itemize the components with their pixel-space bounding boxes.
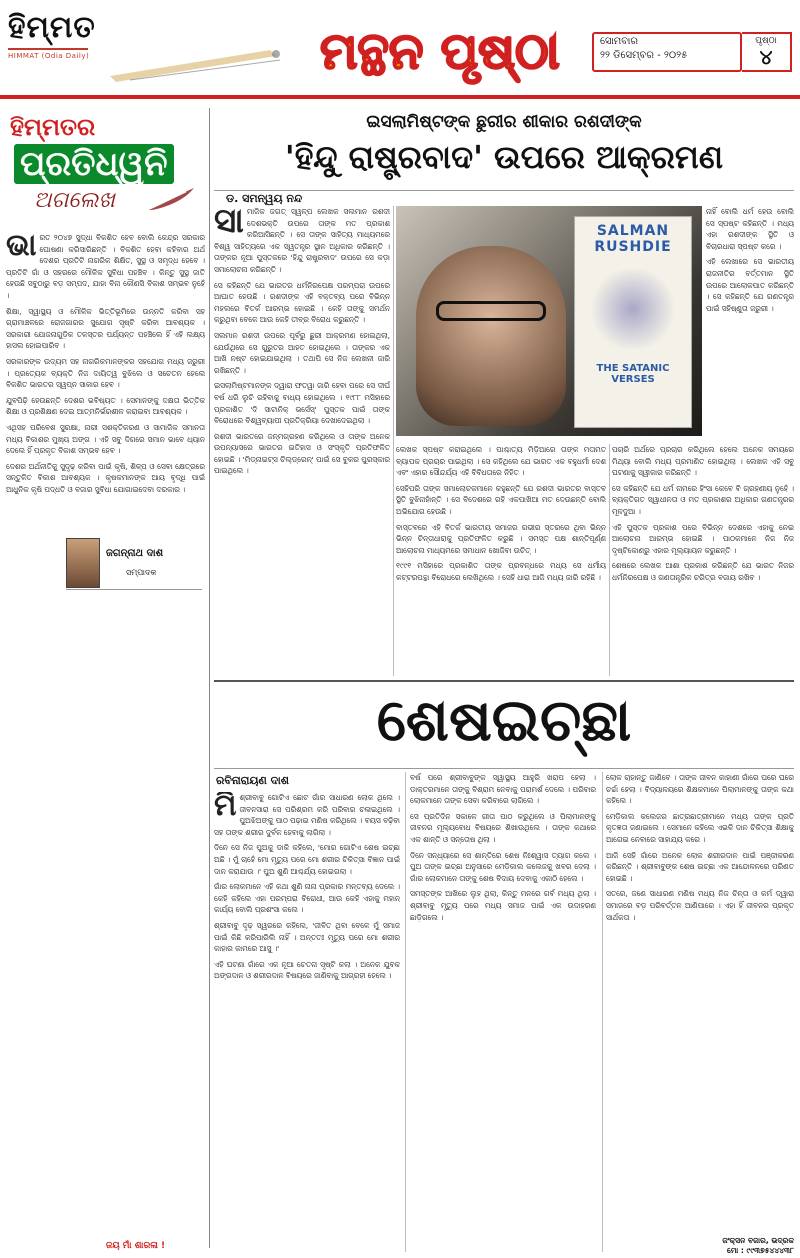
logo-underline — [8, 48, 88, 50]
column-divider — [209, 108, 210, 1248]
date-box — [592, 32, 742, 72]
book-cover-art — [588, 269, 678, 349]
dropcap: ଭା — [6, 232, 37, 263]
column-divider — [602, 772, 603, 1252]
story-column-3 — [606, 772, 794, 1234]
paragraph: ଆଜି ସେହି ଗାଁରେ ଅନେକ ଲୋକ ଶରୀରଦାନ ପାଇଁ ପଞ୍ଜୀକରଣ କରିଛନ୍ତି । ଶ୍ରୀବାବୁଙ୍କ ଶେଷ ଇଚ୍ଛା ଏକ ଆନ୍ଦୋଳନରେ ପରିଣତ ହୋଇଛି । — [606, 850, 794, 883]
main-area — [214, 108, 794, 1253]
paragraph: ସରକାରଙ୍କ ଉଦ୍ୟମ ସହ ନାଗରିକମାନଙ୍କର ସହଯୋଗ ମଧ୍ୟ ଜରୁରୀ । ପ୍ରତ୍ୟେକ ବ୍ୟକ୍ତି ନିଜ ଦାୟିତ୍ୱ ବୁଝିଲେ ଓ ସଚେତନ ହେଲେ ବିକଶିତ ଭାରତର ସ୍ୱପ୍ନ ସାକାର ହେବ । — [6, 356, 205, 390]
article-column-side — [706, 206, 794, 436]
article-kicker: ଇସଲାମିଷ୍ଟଙ୍କ ଛୁରୀର ଶୀକାର ରଶଦୀଙ୍କ — [366, 112, 642, 132]
paragraph: ମେଡ଼ିକାଲ କଲେଜର ଛାତ୍ରଛାତ୍ରୀମାନେ ମଧ୍ୟ ତାଙ୍କ ପ୍ରତି କୃତଜ୍ଞତା ଜଣାଇଲେ । ସେମାନେ କହିଲେ ଏଭଳି ଦାନ ଚିକିତ୍ସା ଶିକ୍ଷାକୁ ଆଗେଇ ନେବାରେ ସାହାଯ୍ୟ କରେ । — [606, 811, 794, 844]
pen-ink-icon — [100, 40, 290, 86]
story-divider — [214, 768, 794, 769]
story-column-2 — [410, 772, 596, 1252]
editorial-column — [6, 108, 205, 1253]
column-divider — [405, 772, 406, 1252]
paragraph: ଲେଖକ ସ୍ପଷ୍ଟ କରାଇଥିଲେ । ପାଶ୍ଚାତ୍ୟ ମିଡ଼ିଆରେ ତାଙ୍କ ମତାମତ ବ୍ୟାପକ ପ୍ରଚାର ପାଇଥିଲା । ସେ କହିଥିଲେ ଯେ ଭାରତ ଏକ ବହୁଧର୍ମୀ ଦେଶ ଏବଂ ଏହାର ସୌନ୍ଦର୍ଯ୍ୟ ଏହି ବିବିଧତାରେ ନିହିତ । — [396, 445, 606, 478]
paragraph: ୧୯୯୧ ମସିହାରେ ପ୍ରକାଶିତ ତାଙ୍କ ପ୍ରବନ୍ଧରେ ମଧ୍ୟ ସେ ଧର୍ମୀୟ କଟ୍ଟରପନ୍ଥା ବିରୋଧରେ ଲେଖିଥିଲେ । ସେହି ଧାରା ଆଜି ମଧ୍ୟ ଜାରି ରହିଛି । — [396, 561, 606, 582]
paragraph: ଶ୍ରୀବାବୁ ଦୃଢ଼ ସ୍ୱରରେ କହିଲେ, 'ଜୀବିତ ଥିବା ବେଳେ ମୁଁ ସମାଜ ପାଇଁ କିଛି କରିପାରିଲି ନାହିଁ । ଅନ୍ତତଃ ମୃତ୍ୟୁ ପରେ ମୋ ଶରୀର କାହାର କାମରେ ଆସୁ ।' — [214, 920, 400, 954]
masthead-divider — [0, 95, 800, 99]
section-divider — [214, 680, 794, 682]
paragraph: ସେ ପ୍ରତିଦିନ ସକାଳେ ଗୀତା ପାଠ କରୁଥିଲେ ଓ ପିଲାମାନଙ୍କୁ ଜୀବନର ମୂଲ୍ୟବୋଧ ବିଷୟରେ ଶିଖାଉଥିଲେ । ତାଙ୍କ କଥାରେ ଏକ ଶାନ୍ତି ଓ ସନ୍ତୋଷ ଥିଲା । — [410, 811, 596, 844]
article-column-1 — [214, 206, 390, 676]
author-role: ସମ୍ପାଦକ — [126, 568, 157, 577]
paragraph: ଇସଲାମିଷ୍ଟମାନଙ୍କ ଦ୍ୱାରା ଫତୱା ଜାରି ହେବା ପରେ ସେ ଦୀର୍ଘ ବର୍ଷ ଧରି ଲୁଚି ରହିବାକୁ ବାଧ୍ୟ ହୋଇଥିଲେ । ୧୯୮୮ ମସିହାରେ ପ୍ରକାଶିତ 'ଦି ସାଟାନିକ୍ ଭର୍ସେସ୍' ପୁସ୍ତକ ପାଇଁ ତାଙ୍କ ବିରୋଧରେ ବିଶ୍ୱବ୍ୟାପୀ ପ୍ରତିକ୍ରିୟା ଦେଖାଦେଇଥିଲା । — [214, 381, 390, 426]
story-signature — [684, 1236, 794, 1256]
article-column-2 — [396, 444, 606, 676]
paragraph: ସତରେ, ଜଣେ ସାଧାରଣ ମଣିଷ ମଧ୍ୟ ନିଜ ଚିନ୍ତା ଓ କର୍ମ ଦ୍ୱାରା ସମାଜରେ ବଡ଼ ପରିବର୍ତ୍ତନ ଆଣିପାରେ । ଏହା ହିଁ ଜୀବନର ପ୍ରକୃତ ସାର୍ଥକତା । — [606, 889, 794, 922]
paragraph: ଶିକ୍ଷା, ସ୍ୱାସ୍ଥ୍ୟ ଓ ମୌଳିକ ଭିତ୍ତିଭୂମିରେ ଉନ୍ନତି କରିବା ସହ ଗ୍ରାମାଞ୍ଚଳରେ ରୋଜଗାରର ସୁଯୋଗ ସୃଷ୍ଟି କରିବା ଆବଶ୍ୟକ । ସରକାରୀ ଯୋଜନାଗୁଡ଼ିକ ତଳସ୍ତର ପର୍ଯ୍ୟନ୍ତ ପହଞ୍ଚିଲେ ହିଁ ଏହି ଲକ୍ଷ୍ୟ ହାସଲ ହୋଇପାରିବ । — [6, 306, 205, 351]
dropcap: ମି — [214, 792, 237, 823]
logo-text: ହିମ୍ମତ — [8, 10, 96, 45]
paragraph: ଦିନେ ସେ ନିଜ ପୁଅକୁ ଡାକି କହିଲେ, 'ମୋର ଗୋଟିଏ ଶେଷ ଇଚ୍ଛା ଅଛି । ମୁଁ ଚାହେଁ ମୋ ମୃତ୍ୟୁ ପରେ ମୋ ଶରୀର ଚିକିତ୍ସା ବିଜ୍ଞାନ ପାଇଁ ଦାନ କରାଯାଉ ।' ପୁଅ ଶୁଣି ଆଶ୍ଚର୍ଯ୍ୟ ହୋଇଗଲା । — [214, 843, 400, 876]
paragraph: ମାଜିକ ଜଗତ୍‌ ସ୍ୱଳ୍ପ ଲେଖକ ସଲମାନ ରଶଦୀ ଦେଶଭକ୍ତି ଉପରେ ତାଙ୍କ ମତ ପ୍ରକାଶ କରିଆସିଛନ୍ତି । ସେ ତାଙ୍କ ସାହିତ୍ୟ ମାଧ୍ୟମରେ ବିଶ୍ୱ ସାହିତ୍ୟରେ ଏକ ସ୍ୱତନ୍ତ୍ର ସ୍ଥାନ ଅଧିକାର କରିଛନ୍ତି । ତାଙ୍କର ନୂଆ ପୁସ୍ତକରେ 'ହିନ୍ଦୁ ରାଷ୍ଟ୍ରବାଦ' ଉପରେ ସେ କଡ଼ା ସମାଲୋଚନା କରିଛନ୍ତି । — [214, 207, 390, 274]
editorial-body — [6, 232, 205, 1242]
paragraph: ଏହି ଘଟଣା ଗାଁରେ ଏକ ନୂଆ ଚେତନା ସୃଷ୍ଟି କଲା । ଅନେକ ଯୁବକ ଅଙ୍ଗଦାନ ଓ ଶରୀରଦାନ ବିଷୟରେ ଜାଣିବାକୁ ଆଗ୍ରହୀ ହେଲେ । — [214, 959, 400, 981]
story-byline: ରବିନାରାୟଣ ଦାଶ — [216, 774, 289, 787]
paragraph: ଶେଷରେ ଲେଖକ ଆଶା ପ୍ରକାଶ କରିଛନ୍ତି ଯେ ଭାରତ ନିଜର ଧର୍ମନିରପେକ୍ଷ ଓ ଗଣତାନ୍ତ୍ରିକ ଚରିତ୍ର ବଜାୟ ରଖିବ । — [612, 561, 794, 582]
paragraph: ରତ ୨୦୪୭ ସୁଦ୍ଧା ବିକଶିତ ହେବ ବୋଲି କେନ୍ଦ୍ର ସରକାର ଘୋଷଣା କରିସାରିଛନ୍ତି । ବିକଶିତ ହେବା କହିବାର ଅର୍ଥ ଦେଶର ପ୍ରତିଟି ନାଗରିକ ଶିକ୍ଷିତ, ସୁସ୍ଥ ଓ ସମୃଦ୍ଧ ହେବେ । ପ୍ରତିଟି ଗାଁ ଓ ସହରରେ ମୌଳିକ ସୁବିଧା ପହଞ୍ଚିବ । କିନ୍ତୁ ସୁସ୍ଥ ଜାତି ହେଉଛି ସବୁଠାରୁ ବଡ଼ ସମ୍ପଦ, ଯାହା ବିନା କୌଣସି ବିକାଶ ସମ୍ଭବ ନୁହେଁ । — [6, 233, 205, 300]
badge-line-1: ହିମ୍ମତର — [10, 112, 96, 141]
article-column-3 — [612, 444, 794, 676]
paragraph: ଗାଁର ଲୋକମାନେ ଏହି କଥା ଶୁଣି ନାନା ପ୍ରକାର ମନ୍ତବ୍ୟ ଦେଲେ । କେହି କହିଲେ ଏହା ପରମ୍ପରା ବିରୋଧୀ, ଆଉ କେହି ଏହାକୁ ମହାନ୍ କାର୍ଯ୍ୟ ବୋଲି ପ୍ରଶଂସା କଲେ । — [214, 882, 400, 915]
paragraph: ବାସ୍ତବରେ ଏହି ବିତର୍କ ଭାରତୀୟ ସମାଜର ଗଭୀର ସ୍ତରରେ ଥିବା ଭିନ୍ନ ଭିନ୍ନ ଚିନ୍ତାଧାରାକୁ ପ୍ରତିଫଳିତ କରୁଛି । ସମସ୍ତ ପକ୍ଷ ଶାନ୍ତିପୂର୍ଣ୍ଣ ଆଲୋଚନା ମାଧ୍ୟମରେ ସମାଧାନ ଖୋଜିବା ଉଚିତ୍ । — [396, 522, 606, 555]
paragraph: ସମସ୍ତଙ୍କ ଆଖିରେ ଲୁହ ଥିଲା, କିନ୍ତୁ ମନରେ ଗର୍ବ ମଧ୍ୟ ଥିଲା । ଶ୍ରୀବାବୁ ମୃତ୍ୟୁ ପରେ ମଧ୍ୟ ସମାଜ ପାଇଁ ଏକ ଉଦାହରଣ ଛାଡ଼ିଗଲେ । — [410, 889, 596, 922]
issue-date: ୨୨ ଡିସେମ୍ବର - ୨୦୨୫ — [600, 50, 688, 61]
book-author-last: RUSHDIE — [594, 239, 672, 255]
byline-divider — [214, 190, 794, 191]
section-title: ମନ୍ଥନ ପୃଷ୍ଠା — [320, 21, 560, 80]
dropcap: ସା — [214, 206, 244, 241]
book-author-first: SALMAN — [596, 223, 670, 239]
paragraph: ରଶଦୀ ଭାରତରେ ଜନ୍ମଗ୍ରହଣ କରିଥିଲେ ଓ ତାଙ୍କ ଅନେକ ଉପନ୍ୟାସରେ ଭାରତର ଇତିହାସ ଓ ସଂସ୍କୃତି ପ୍ରତିଫଳିତ ହୋଇଛି । 'ମିଡ୍‌ନାଇଟ୍ସ ଚିଲ୍‌ଡ୍ରେନ୍' ପାଇଁ ସେ ବୁକର ପୁରସ୍କାର ପାଇଥିଲେ । — [214, 431, 390, 476]
paragraph: ଲୋକ ଚାହାନ୍ତୁ ଜାଣିବେ । ତାଙ୍କ ଜୀବନ କାହାଣୀ ଗାଁରେ ଘରେ ଘରେ ଚର୍ଚ୍ଚା ହେଲା । ବିଦ୍ୟାଳୟରେ ଶିକ୍ଷକମାନେ ପିଲାମାନଙ୍କୁ ତାଙ୍କ କଥା କହିଲେ । — [606, 773, 794, 806]
page-label: ପୃଷ୍ଠା — [755, 36, 777, 46]
book-title: THE SATANIC VERSES — [596, 363, 670, 385]
badge-line-2: ପ୍ରତିଧ୍ୱନି — [14, 144, 174, 184]
article-headline: 'ହିନ୍ଦୁ ରାଷ୍ଟ୍ରବାଦ' ଉପରେ ଆକ୍ରମଣ — [284, 138, 724, 176]
book-cover — [574, 216, 692, 428]
paragraph: ସେହିପରି ତାଙ୍କ ସମାଲୋଚକମାନେ କହୁଛନ୍ତି ଯେ ରଶଦୀ ଭାରତର ବାସ୍ତବ ସ୍ଥିତି ବୁଝିନାହାଁନ୍ତି । ସେ ବିଦେଶରେ ରହି ଏକପାଖିଆ ମତ ଦେଉଛନ୍ତି ବୋଲି ଅଭିଯୋଗ ହେଉଛି । — [396, 483, 606, 516]
paragraph: ଯୁବପିଢ଼ି ହେଉଛନ୍ତି ଦେଶର ଭବିଷ୍ୟତ । ସେମାନଙ୍କୁ ଦକ୍ଷତା ଭିତ୍ତିକ ଶିକ୍ଷା ଓ ପ୍ରଶିକ୍ଷଣ ଦେଇ ଆତ୍ମନିର୍ଭରଶୀଳ କରାଇବା ଆବଶ୍ୟକ । — [6, 395, 205, 417]
paragraph: ଦେଶର ଅର୍ଥନୀତିକୁ ସୁଦୃଢ଼ କରିବା ପାଇଁ କୃଷି, ଶିଳ୍ପ ଓ ସେବା କ୍ଷେତ୍ରରେ ସନ୍ତୁଳିତ ବିକାଶ ଆବଶ୍ୟକ । କୃଷକମାନଙ୍କ ଆୟ ବୃଦ୍ଧି ପାଇଁ ଆଧୁନିକ କୃଷି ପଦ୍ଧତି ଓ ବଜାର ସୁବିଧା ଯୋଗାଇଦେବା ଦରକାର । — [6, 461, 205, 494]
story-headline: ଶେଷଇଚ୍ଛା — [376, 686, 632, 754]
author-card — [66, 538, 202, 590]
paragraph: ବର୍ଷ ପରେ ଶ୍ରୀବାବୁଙ୍କ ସ୍ୱାସ୍ଥ୍ୟ ଆହୁରି ଖରାପ ହେଲା । ଡାକ୍ତରମାନେ ତାଙ୍କୁ ବିଶ୍ରାମ ନେବାକୁ ପରାମର୍ଶ ଦେଲେ । ପରିବାର ଲୋକମାନେ ତାଙ୍କ ସେବା କରିବାରେ ଲାଗିଲେ । — [410, 773, 596, 806]
column-badge — [6, 108, 205, 226]
article-byline: ଡ. ସମନ୍ୱୟ ନନ୍ଦ — [226, 192, 303, 205]
story-column-1 — [214, 792, 400, 1252]
paragraph: ଏହି ଲେଖାରେ ସେ ଭାରତୀୟ ରାଜନୀତିର ବର୍ତ୍ତମାନ ସ୍ଥିତି ଉପରେ ଆଲୋକପାତ କରିଛନ୍ତି । ସେ କହିଛନ୍ତି ଯେ ଗଣତନ୍ତ୍ର ପାଇଁ ସହିଷ୍ଣୁତା ଜରୁରୀ । — [706, 257, 794, 313]
paragraph: ଏହି ପୁସ୍ତକ ପ୍ରକାଶ ପରେ ବିଭିନ୍ନ ଦେଶରେ ଏହାକୁ ନେଇ ଆଲୋଚନା ଆରମ୍ଭ ହୋଇଛି । ପାଠକମାନେ ନିଜ ନିଜ ଦୃଷ୍ଟିକୋଣରୁ ଏହାର ମୂଲ୍ୟାୟନ କରୁଛନ୍ତି । — [612, 522, 794, 555]
weekday: ସୋମବାର — [600, 36, 638, 47]
column-divider — [609, 444, 610, 676]
paragraph: ନାହିଁ ବୋଲି ଧର୍ମ ହେଉ ବୋଲି ସେ ସ୍ପଷ୍ଟ କହିଛନ୍ତି । ମଧ୍ୟ ଏହା ରଶଦୀଙ୍କ ସ୍ଥିତି ଓ ବିଚାରଧାରା ସ୍ପଷ୍ଟ କରେ । — [706, 207, 794, 251]
logo-subtitle: HIMMAT (Odia Daily) — [8, 52, 90, 60]
closing-line: ଜୟ ମାଁ ଶାରଳା ! — [106, 1241, 166, 1251]
paragraph: ପଚାରି ଅର୍ଥରେ ପ୍ରଚାର କରିଥିଲେ ହେଲେ ଅନେକ ସମୟରେ ମିଥ୍ୟା ବୋଲି ମଧ୍ୟ ପ୍ରମାଣିତ ହୋଇଥିଲା । ଲେଖକ ଏହି ସବୁ ଘଟଣାକୁ ସ୍ୱୀକାର କରିଛନ୍ତି । — [612, 445, 794, 478]
feather-icon — [146, 186, 196, 212]
page-number-box — [742, 32, 792, 72]
portrait — [416, 246, 566, 426]
paragraph: ସେ କହିଛନ୍ତି ଯେ ଧର୍ମ ନାମରେ ହିଂସା କେବେ ବି ଗ୍ରହଣୀୟ ନୁହେଁ । ବ୍ୟକ୍ତିଗତ ସ୍ୱାଧୀନତା ଓ ମତ ପ୍ରକାଶର ଅଧିକାର ଗଣତନ୍ତ୍ରର ମୂଳଦୁଆ । — [612, 483, 794, 516]
paragraph: ଏଥିସହ ପରିବେଶ ସୁରକ୍ଷା, ନାରୀ ସଶକ୍ତିକରଣ ଓ ସାମାଜିକ ସମାନତା ମଧ୍ୟ ବିକାଶର ମୁଖ୍ୟ ଅଙ୍ଗ । ଏହି ସବୁ ଦିଗରେ ସମାନ ଭାବେ ଧ୍ୟାନ ଦେଲେ ହିଁ ପ୍ରକୃତ ବିକାଶ ସମ୍ଭବ ହେବ । — [6, 422, 205, 456]
column-divider — [393, 206, 394, 676]
paragraph: ସଲମାନ ରଶଦୀ ଉପରେ ପୂର୍ବରୁ ଛୁରୀ ଆକ୍ରମଣ ହୋଇଥିଲା, ଯେଉଁଥିରେ ସେ ଗୁରୁତର ଆହତ ହୋଇଥିଲେ । ତାଙ୍କର ଏକ ଆଖି ନଷ୍ଟ ହୋଇଯାଇଥିଲା । ତଥାପି ସେ ନିଜ ଲେଖନୀ ଜାରି ରଖିଛନ୍ତି । — [214, 330, 390, 375]
article-photo — [396, 206, 702, 436]
signature-address: ଜଂକ୍ସନ ବଜାର, ଭଦ୍ରକ — [722, 1236, 794, 1245]
author-name: ଜଗନ୍ନାଥ ଦାଶ — [106, 548, 164, 559]
page-number: ୪ — [759, 45, 773, 69]
paragraph: ସେ କହିଛନ୍ତି ଯେ ଭାରତର ଧର୍ମନିରପେକ୍ଷ ପରମ୍ପରା ଉପରେ ଆଘାତ ହେଉଛି । ରଶଦୀଙ୍କ ଏହି ବକ୍ତବ୍ୟ ପରେ ବିଭିନ୍ନ ମହଲରେ ବିତର୍କ ଆରମ୍ଭ ହୋଇଛି । କେହି ତାଙ୍କୁ ସମର୍ଥନ କରୁଥିବା ବେଳେ ଆଉ କେହି ତୀବ୍ର ବିରୋଧ କରୁଛନ୍ତି । — [214, 280, 390, 325]
author-photo — [66, 538, 100, 588]
signature-phone: ମୋ : ୯୯୩୭୫୪୪୪୩୮ — [727, 1246, 794, 1255]
paragraph: ଦିନେ ସନ୍ଧ୍ୟାରେ ସେ ଶାନ୍ତିରେ ଶେଷ ନିଃଶ୍ୱାସ ତ୍ୟାଗ କଲେ । ପୁଅ ତାଙ୍କ ଇଚ୍ଛା ଅନୁସାରେ ମେଡ଼ିକାଲ କଲେଜକୁ ଖବର ଦେଲା । ଗାଁର ଲୋକମାନେ ତାଙ୍କୁ ଶେଷ ବିଦାୟ ଦେବାକୁ ଏକାଠି ହେଲେ । — [410, 850, 596, 883]
paragraph: ଶ୍ରୀବାବୁ ଗୋଟିଏ ଛୋଟ ଗାଁର ସାଧାରଣ ଲୋକ ଥିଲେ । ଜୀବନସାରା ସେ ପରିଶ୍ରମ କରି ପରିବାର ଚଳାଇଥିଲେ । ପୁଅଝିଅଙ୍କୁ ପାଠ ପଢ଼ାଇ ମଣିଷ କରିଥିଲେ । ବୟସ ବଢ଼ିବା ସହ ତାଙ୍କ ଶରୀର ଦୁର୍ବଳ ହେବାକୁ ଲାଗିଲା । — [214, 793, 400, 837]
newspaper-logo — [8, 10, 98, 88]
glasses-shape — [436, 301, 546, 321]
masthead — [0, 0, 800, 103]
badge-line-3: ଅଗଲେଖ — [34, 188, 115, 213]
